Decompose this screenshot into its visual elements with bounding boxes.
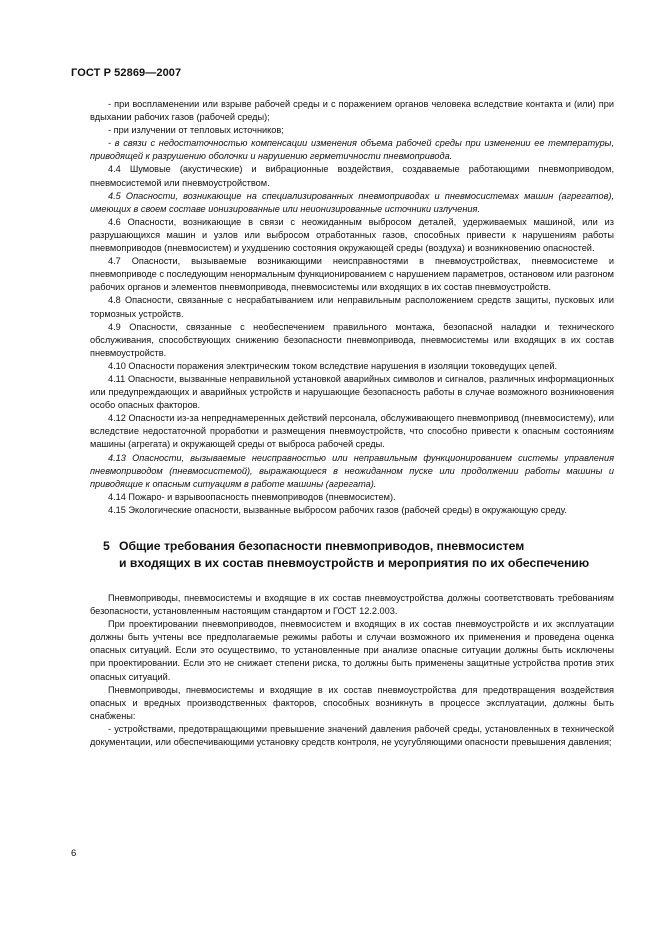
document-body	[90, 98, 614, 749]
paragraph: 4.10 Опасности поражения электрическим током вследствие нарушения в изоляции токоведущих цепей.	[108, 360, 558, 371]
paragraph: 4.14 Пожаро- и взрывоопасность пневмоприводов (пневмосистем).	[108, 491, 396, 502]
document-header: ГОСТ Р 52869—2007	[71, 67, 182, 79]
paragraph: - при воспламенении или взрыве рабочей среды и с поражением органов человека вследствие контакта и (или) при вдыхании рабочих газов (рабочей среды);	[90, 99, 614, 123]
paragraph: 4.4 Шумовые (акустические) и вибрационные воздействия, создаваемые работающими пневмоприводом, пневмосистемой или пневмоустройством.	[90, 164, 614, 188]
section-title-line-2: и входящих в их состав пневмоустройств и мероприятия по их обеспечению	[119, 556, 590, 570]
page-number: 6	[71, 848, 77, 859]
paragraph: 4.8 Опасности, связанные с несрабатыванием или неправильным расположением средств защиты, пусковых или тормозных устройств.	[90, 295, 614, 319]
hazards-list	[90, 98, 614, 517]
paragraph: Пневмоприводы, пневмосистемы и входящие в их состав пневмоустройства для предотвращения воздействия опасных и вредных производственных факторов, способных возникнуть в процессе эксплуатации, должны быть снабжены:	[90, 684, 614, 721]
section-5-body	[90, 592, 614, 749]
section-5-heading	[103, 538, 614, 572]
paragraph: Пневмоприводы, пневмосистемы и входящие в их состав пневмоустройства должны соответствовать требованиям безопасности, установленным настоящим стандартом и ГОСТ 12.2.003.	[90, 593, 614, 617]
paragraph: - в связи с недостаточностью компенсации изменения объема рабочей среды при изменении ее температуры, приводящей к разрушению оболочки и нарушению герметичности пневмопривода.	[90, 138, 614, 162]
paragraph: 4.13 Опасности, вызываемые неисправностью или неправильным функционированием системы управления пневмоприводом (пневмосистемой), выражающиеся в неожиданном пуске или продолжении работы машины и приводящие к опасным ситуациям в работе машины (агрегата).	[90, 452, 614, 489]
paragraph: 4.7 Опасности, вызываемые возникающими неисправностями в пневмоустройствах, пневмосистеме и пневмоприводе с последующим ненормальным функционированием с нарушением параметров, остановом или разгоном рабочих органов и элементов пневмопривода, пневмосистемы или входящих в их состав пневмоустройств.	[90, 256, 614, 293]
paragraph: 4.9 Опасности, связанные с необеспечением правильного монтажа, безопасной наладки и технического обслуживания, способствующих снижению безопасности пневмопривода, пневмосистемы или входящих в их состав пневмоустройств.	[90, 321, 614, 358]
paragraph: 4.12 Опасности из-за непреднамеренных действий персонала, обслуживающего пневмопривод (пневмосистему), или вследствие недостаточной проработки и размещения пневмоустройств, что способно привести к опасным состояниям машины (агрегата) и окружающей среды от выброса рабочей среды.	[90, 413, 614, 450]
paragraph: - при излучении от тепловых источников;	[108, 125, 284, 136]
paragraph: 4.6 Опасности, возникающие в связи с неожиданным выбросом деталей, удерживаемых машиной, или из разрушающихся машин и узлов или выбросом отработанных газов, способных привести к нарушениям работы пневмоприводов (пневмосистем) и ухудшению состояния окружающей среды (воздуха) и возникновению опасностей.	[90, 216, 614, 254]
section-title-line-1: Общие требования безопасности пневмоприводов, пневмосистем	[119, 539, 525, 553]
paragraph: 4.5 Опасности, возникающие на специализированных пневмоприводах и пневмосистемах машин (агрегатов), имеющих в своем составе ионизированные или неионизированные источники излучения.	[90, 190, 614, 214]
paragraph: - устройствами, предотвращающими превышение значений давления рабочей среды, установленных в технической документации, или обеспечивающими установку средств контроля, не усугубляющими опасности превышения давления;	[90, 723, 614, 748]
section-number: 5	[103, 539, 110, 553]
paragraph: 4.11 Опасности, вызванные неправильной установкой аварийных символов и сигналов, различных информационных или предупреждающих и аварийных устройств и нарушающие безопасность работы в случае возможного возникновения особо опасных факторов.	[90, 373, 614, 411]
paragraph: 4.15 Экологические опасности, вызванные выбросом рабочих газов (рабочей среды) в окружающую среду.	[108, 504, 567, 515]
paragraph: При проектировании пневмоприводов, пневмосистем и входящих в их состав пневмоустройств и их эксплуатации должны быть учтены все предполагаемые режимы работы и случаи возможного их применения и проведена оценка опасных ситуаций. Если это осуществимо, то установленные при анализе опасные ситуации должны быть исключены при проектировании. Если это не снижает степени риска, то должны быть применены защитные устройства против этих опасных ситуаций.	[90, 619, 614, 682]
